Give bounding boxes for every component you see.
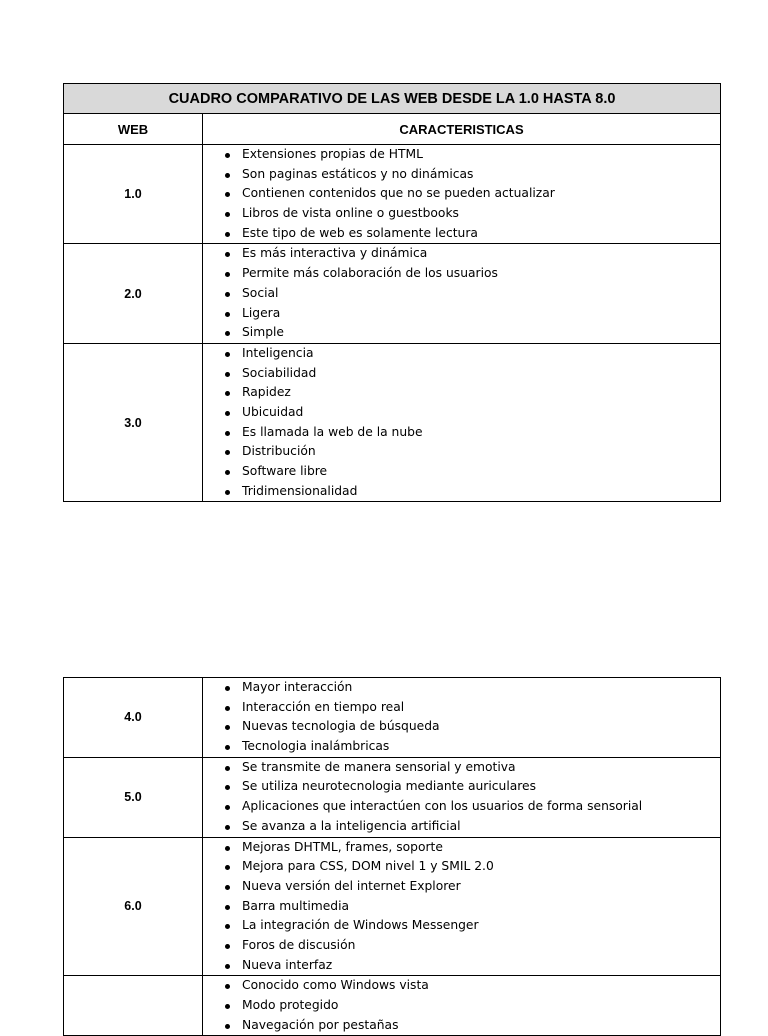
characteristics-cell — [203, 145, 721, 244]
version-cell: 4.0 — [64, 678, 203, 758]
list-item: Ubicuidad — [203, 403, 720, 423]
list-item: Software libre — [203, 462, 720, 482]
version-cell — [64, 976, 203, 1036]
list-item: Se utiliza neurotecnologia mediante auriculares — [203, 777, 720, 797]
version-cell: 1.0 — [64, 145, 203, 244]
list-item: Mejora para CSS, DOM nivel 1 y SMIL 2.0 — [203, 857, 720, 877]
characteristics-list — [203, 678, 720, 757]
list-item: Tridimensionalidad — [203, 482, 720, 502]
list-item: Tecnologia inalámbricas — [203, 737, 720, 757]
list-item: Nuevas tecnologia de búsqueda — [203, 717, 720, 737]
list-item: Conocido como Windows vista — [203, 976, 720, 996]
list-item: Se avanza a la inteligencia artificial — [203, 817, 720, 837]
list-item: Rapidez — [203, 383, 720, 403]
version-cell: 5.0 — [64, 757, 203, 837]
table-row — [64, 343, 721, 502]
list-item: Social — [203, 284, 720, 304]
list-item: Aplicaciones que interactúen con los usuarios de forma sensorial — [203, 797, 720, 817]
characteristics-list — [203, 344, 720, 502]
list-item: La integración de Windows Messenger — [203, 916, 720, 936]
characteristics-list — [203, 838, 720, 976]
list-item: Foros de discusión — [203, 936, 720, 956]
list-item: Simple — [203, 323, 720, 343]
list-item: Ligera — [203, 304, 720, 324]
characteristics-cell — [203, 837, 721, 976]
list-item: Se transmite de manera sensorial y emotiva — [203, 758, 720, 778]
list-item: Mejoras DHTML, frames, soporte — [203, 838, 720, 858]
list-item: Extensiones propias de HTML — [203, 145, 720, 165]
list-item: Modo protegido — [203, 996, 720, 1016]
table-title: CUADRO COMPARATIVO DE LAS WEB DESDE LA 1.0 HASTA 8.0 — [64, 84, 721, 114]
characteristics-list — [203, 976, 720, 1035]
characteristics-cell — [203, 678, 721, 758]
table-title-row — [64, 84, 721, 114]
table-row — [64, 244, 721, 343]
list-item: Mayor interacción — [203, 678, 720, 698]
header-web: WEB — [64, 114, 203, 145]
list-item: Barra multimedia — [203, 897, 720, 917]
list-item: Sociabilidad — [203, 364, 720, 384]
table-row — [64, 837, 721, 976]
characteristics-list — [203, 145, 720, 243]
table-row — [64, 757, 721, 837]
list-item: Libros de vista online o guestbooks — [203, 204, 720, 224]
characteristics-list — [203, 758, 720, 837]
table-row — [64, 678, 721, 758]
list-item: Es más interactiva y dinámica — [203, 244, 720, 264]
version-cell: 6.0 — [64, 837, 203, 976]
table-row — [64, 145, 721, 244]
list-item: Son paginas estáticos y no dinámicas — [203, 165, 720, 185]
list-item: Nueva interfaz — [203, 956, 720, 976]
characteristics-cell — [203, 976, 721, 1036]
list-item: Inteligencia — [203, 344, 720, 364]
characteristics-list — [203, 244, 720, 342]
version-cell: 2.0 — [64, 244, 203, 343]
characteristics-cell — [203, 757, 721, 837]
list-item: Distribución — [203, 442, 720, 462]
table-header-row — [64, 114, 721, 145]
list-item: Este tipo de web es solamente lectura — [203, 224, 720, 244]
version-cell: 3.0 — [64, 343, 203, 502]
list-item: Contienen contenidos que no se pueden actualizar — [203, 184, 720, 204]
list-item: Es llamada la web de la nube — [203, 423, 720, 443]
list-item: Nueva versión del internet Explorer — [203, 877, 720, 897]
list-item: Navegación por pestañas — [203, 1016, 720, 1036]
list-item: Permite más colaboración de los usuarios — [203, 264, 720, 284]
comparison-table-1 — [63, 83, 721, 502]
header-characteristics: CARACTERISTICAS — [203, 114, 721, 145]
characteristics-cell — [203, 343, 721, 502]
comparison-table-2 — [63, 677, 721, 1036]
list-item: Interacción en tiempo real — [203, 698, 720, 718]
table-row — [64, 976, 721, 1036]
characteristics-cell — [203, 244, 721, 343]
